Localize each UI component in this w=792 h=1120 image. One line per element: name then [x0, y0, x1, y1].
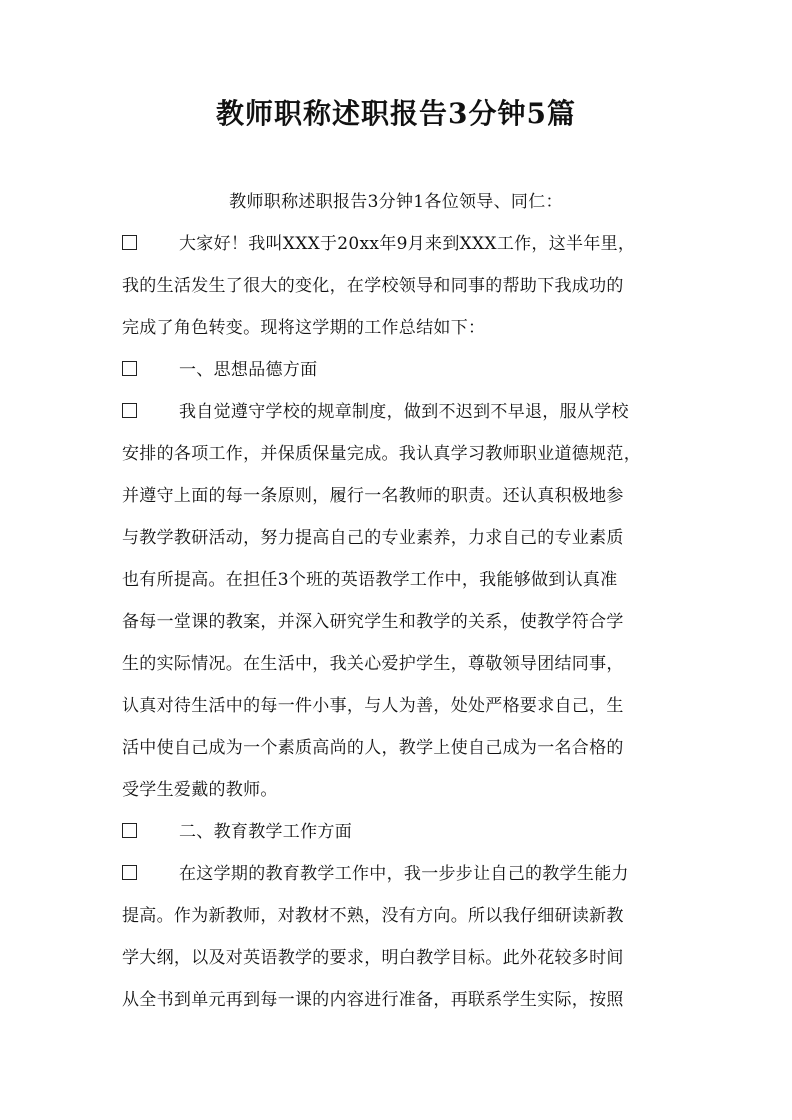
- paragraph-line: 大家好！我叫XXX于20xx年9月来到XXX工作，这半年里，: [122, 232, 682, 256]
- document-title: 教师职称述职报告3分钟5篇: [216, 97, 576, 130]
- paragraph-line: 从全书到单元再到每一课的内容进行准备，再联系学生实际，按照: [122, 990, 624, 1010]
- paragraph-line: 完成了角色转变。现将这学期的工作总结如下：: [122, 318, 486, 338]
- paragraph-line: 学大纲，以及对英语教学的要求，明白教学目标。此外花较多时间: [122, 948, 624, 968]
- checkbox-icon: [122, 361, 137, 376]
- paragraph-line: 与教学教研活动，努力提高自己的专业素养，力求自己的专业素质: [122, 528, 624, 548]
- paragraph-line: 受学生爱戴的教师。: [122, 780, 278, 800]
- paragraph-line: 认真对待生活中的每一件小事，与人为善，处处严格要求自己，生: [122, 696, 624, 716]
- paragraph-line: 并遵守上面的每一条原则，履行一名教师的职责。还认真积极地参: [122, 486, 624, 506]
- paragraph-line: 活中使自己成为一个素质高尚的人，教学上使自己成为一名合格的: [122, 738, 624, 758]
- paragraph-line: 也有所提高。在担任3个班的英语教学工作中，我能够做到认真准: [122, 570, 618, 590]
- checkbox-icon: [122, 403, 137, 418]
- subtitle: 教师职称述职报告3分钟1各位领导、同仁：: [229, 192, 563, 212]
- paragraph-line: 我的生活发生了很大的变化，在学校领导和同事的帮助下我成功的: [122, 276, 624, 296]
- section-heading: 一、思想品德方面: [122, 358, 682, 382]
- paragraph-line: 提高。作为新教师，对教材不熟，没有方向。所以我仔细研读新教: [122, 906, 624, 926]
- checkbox-icon: [122, 235, 137, 250]
- paragraph-line: 备每一堂课的教案，并深入研究学生和教学的关系，使教学符合学: [122, 612, 624, 632]
- section-heading: 二、教育教学工作方面: [122, 820, 682, 844]
- checkbox-icon: [122, 865, 137, 880]
- paragraph-line: 生的实际情况。在生活中，我关心爱护学生，尊敬领导团结同事，: [122, 654, 624, 674]
- paragraph-line: 安排的各项工作，并保质保量完成。我认真学习教师职业道德规范，: [122, 444, 641, 464]
- paragraph-line: 我自觉遵守学校的规章制度，做到不迟到不早退，服从学校: [122, 400, 682, 424]
- paragraph-line: 在这学期的教育教学工作中，我一步步让自己的教学生能力: [122, 862, 682, 886]
- checkbox-icon: [122, 823, 137, 838]
